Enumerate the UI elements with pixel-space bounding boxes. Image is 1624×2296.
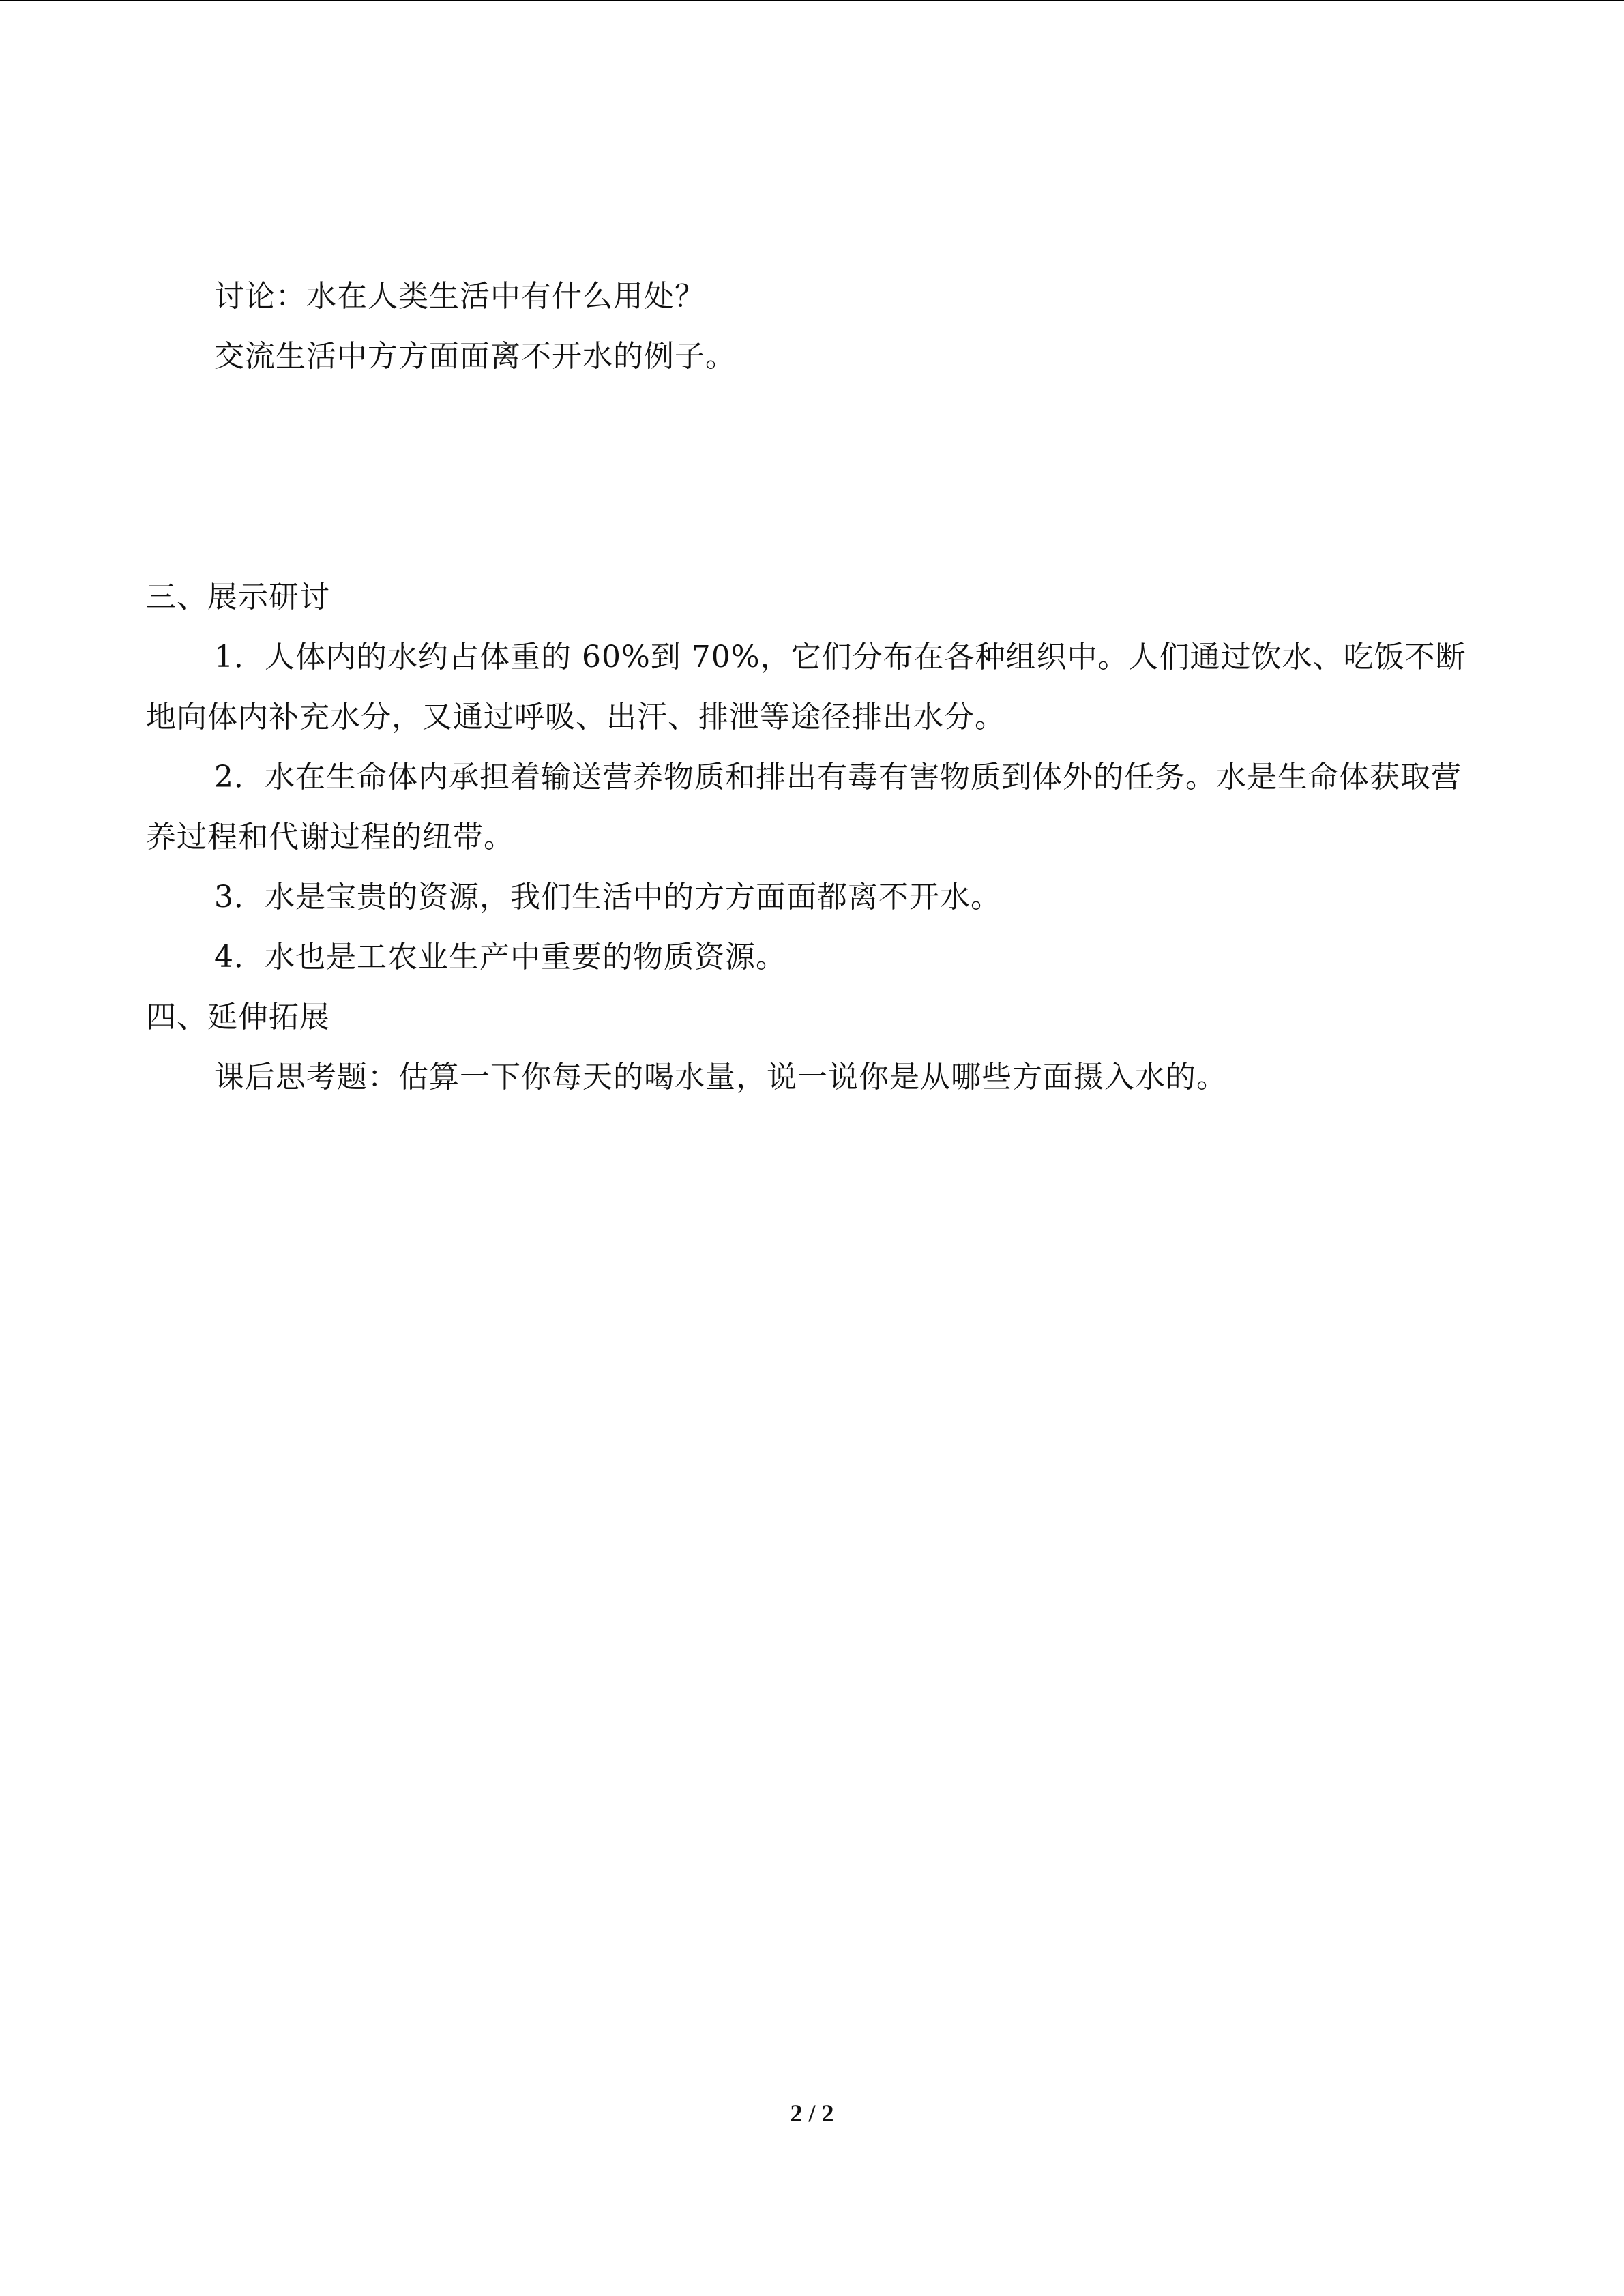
- section-4-heading: 四、延伸拓展: [146, 1000, 330, 1034]
- section-3-item-4: 4．水也是工农业生产中重要的物质资源。: [214, 940, 786, 974]
- section-3-item-3: 3．水是宝贵的资源，我们生活中的方方面面都离不开水。: [214, 880, 1001, 914]
- section-3-item-1: 1．人体内的水约占体重的 60%到 70%，它们分布在各种组织中。人们通过饮水、吃饭不断地向体内补充水分，又通过呼吸、出汗、排泄等途径排出水分。: [146, 640, 1466, 734]
- section-3-heading: 三、展示研讨: [146, 580, 330, 614]
- section-3-item-2: 2．水在生命体内承担着输送营养物质和排出有毒有害物质到体外的任务。水是生命体获取营养过程和代谢过程的纽带。: [146, 760, 1462, 854]
- discussion-exchange: 交流生活中方方面面离不开水的例子。: [214, 339, 736, 374]
- page-number: 2 / 2: [790, 2100, 834, 2127]
- discussion-block: [146, 267, 1483, 387]
- section-3: [146, 567, 1483, 1107]
- section-4-homework: 课后思考题：估算一下你每天的喝水量，说一说你是从哪些方面摄入水的。: [214, 1060, 1227, 1094]
- discussion-question: 讨论：水在人类生活中有什么用处？: [214, 279, 705, 314]
